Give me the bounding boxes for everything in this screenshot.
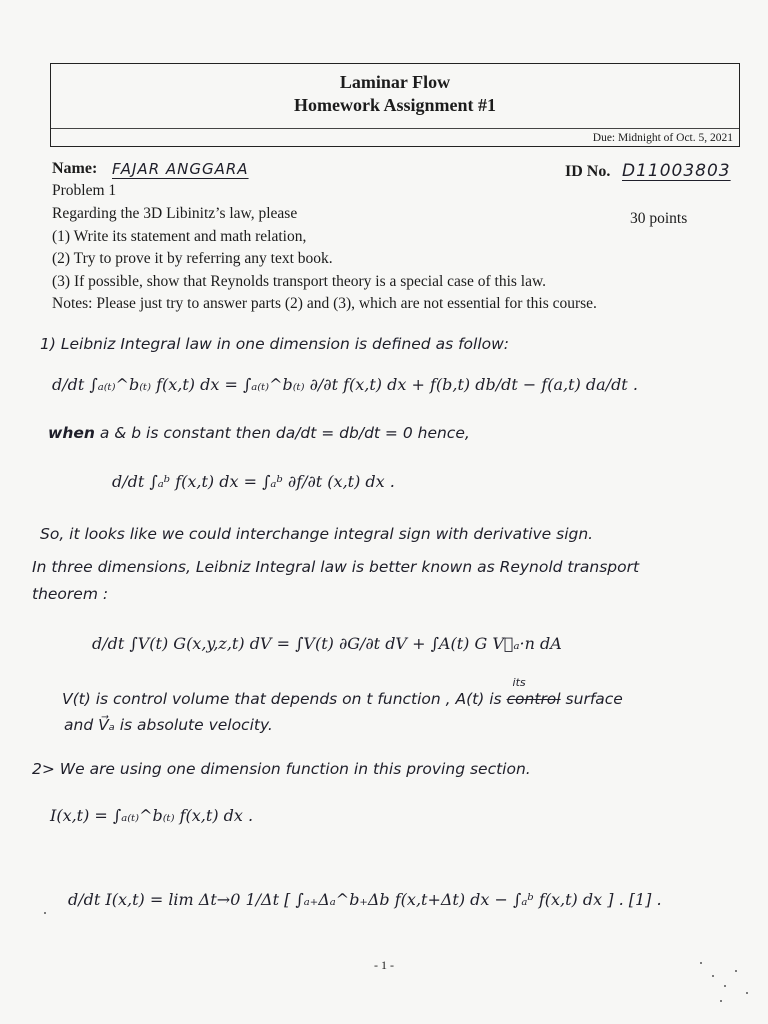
scan-speck	[720, 1000, 722, 1002]
equation-leibniz-general: d/dt ∫ₐ₍ₜ₎^b₍ₜ₎ f(x,t) dx = ∫ₐ₍ₜ₎^b₍ₜ₎ ∂/∂t f(x,t) dx + f(b,t) db/dt − f(a,t) da/dt .	[52, 375, 638, 394]
scan-speck	[712, 975, 714, 977]
problem-points: 30 points	[630, 210, 688, 227]
problem-item-3: (3) If possible, show that Reynolds transport theory is a special case of this law.	[52, 273, 547, 290]
scan-speck	[735, 970, 737, 972]
when-word: when	[48, 424, 95, 442]
header-box	[50, 63, 740, 147]
scan-speck	[746, 992, 748, 994]
assignment-title: Homework Assignment #1	[294, 95, 496, 115]
problem-item-1: (1) Write its statement and math relation,	[52, 228, 307, 245]
answer-part1-intro: 1) Leibniz Integral law in one dimension is defined as follow:	[40, 335, 510, 353]
theorem-label: theorem :	[32, 585, 109, 603]
scan-speck	[44, 912, 46, 914]
scan-speck	[724, 985, 726, 987]
course-title: Laminar Flow	[339, 72, 451, 92]
name-label: Name:	[52, 160, 98, 177]
equation-leibniz-constant: d/dt ∫ₐᵇ f(x,t) dx = ∫ₐᵇ ∂f/∂t (x,t) dx .	[112, 472, 395, 491]
problem-prompt: Regarding the 3D Libinitz’s law, please	[52, 205, 298, 222]
control-volume-text: V(t) is control volume that depends on t function , A(t) is	[62, 690, 502, 708]
id-value: D11003803	[622, 161, 731, 181]
name-value: FAJAR ANGGARA	[112, 160, 249, 178]
id-label: ID No.	[565, 163, 611, 180]
problem-item-2: (2) Try to prove it by referring any text book.	[52, 250, 333, 267]
three-dimension-text: In three dimensions, Leibniz Integral law is better known as Reynold transport	[32, 558, 640, 576]
absolute-velocity-text: and V⃗ₐ is absolute velocity.	[64, 716, 273, 734]
struck-word: control	[506, 690, 561, 708]
answer-part2-intro: 2> We are using one dimension function in this proving section.	[32, 760, 531, 778]
surface-word: surface	[565, 690, 623, 708]
inserted-word: its	[512, 676, 526, 689]
header-divider	[51, 128, 739, 129]
problem-title: Problem 1	[52, 182, 117, 199]
equation-derivative-limit: d/dt I(x,t) = lim Δt→0 1/Δt [ ∫ₐ₊Δₐ^b₊Δb f(x,t+Δt) dx − ∫ₐᵇ f(x,t) dx ] . [1] .	[68, 890, 662, 909]
page-number: - 1 -	[374, 958, 394, 972]
problem-notes: Notes: Please just try to answer parts (2) and (3), which are not essential for this course.	[52, 295, 597, 312]
constant-limits-text: a & b is constant then da/dt = db/dt = 0 hence,	[99, 424, 470, 442]
equation-reynolds-transport: d/dt ∫V(t) G(x,y,z,t) dV = ∫V(t) ∂G/∂t dV + ∫A(t) G V⃗ₐ·n dA	[92, 634, 562, 653]
interchange-text: So, it looks like we could interchange integral sign with derivative sign.	[40, 525, 594, 543]
scan-speck	[700, 962, 702, 964]
equation-integral-definition: I(x,t) = ∫ₐ₍ₜ₎^b₍ₜ₎ f(x,t) dx .	[50, 806, 254, 825]
due-date: Due: Midnight of Oct. 5, 2021	[592, 132, 733, 144]
